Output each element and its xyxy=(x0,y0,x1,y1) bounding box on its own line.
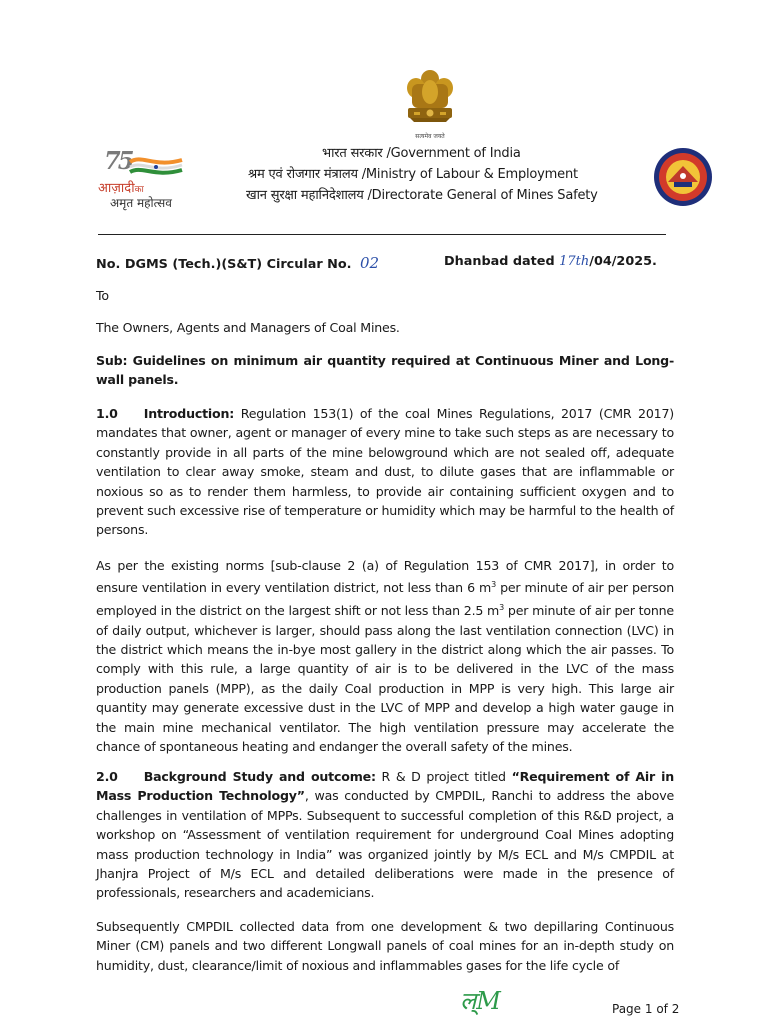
header-line-directorate: खान सुरक्षा महानिदेशालय /Directorate General of Mines Safety xyxy=(246,188,598,203)
azadi-ka-amrit-mahotsav-logo xyxy=(96,146,192,210)
flag-wave-icon xyxy=(128,154,184,178)
emblem-motto: सत्यमेव जयते xyxy=(415,133,445,140)
national-emblem xyxy=(398,66,462,142)
salutation-to: To xyxy=(96,288,109,303)
section-2-heading: Background Study and outcome: xyxy=(143,769,376,784)
section-1-heading: Introduction: xyxy=(143,406,235,421)
addressee: The Owners, Agents and Managers of Coal Mines. xyxy=(96,320,400,335)
circular-number xyxy=(96,254,379,272)
page-number: Page 1 of 2 xyxy=(612,1002,680,1016)
dgms-seal-icon xyxy=(652,146,714,208)
header-divider xyxy=(98,234,666,235)
circular-number-label: No. DGMS (Tech.)(S&T) Circular No. xyxy=(96,257,352,272)
circular-date xyxy=(444,254,657,269)
norms-text-b: per minute of air per person employed in the district on the largest shift or not less than 2.5 m xyxy=(96,580,674,619)
section-1-introduction xyxy=(96,404,674,540)
section-2-number: 2.0 xyxy=(96,769,118,784)
subject: Sub: Guidelines on minimum air quantity required at Continuous Miner and Long-wall panels. xyxy=(96,353,674,388)
logo-azadi-word: आज़ादी xyxy=(98,181,135,196)
date-month-year: /04/2025. xyxy=(589,254,657,269)
section-1-text: Regulation 153(1) of the coal Mines Regulations, 2017 (CMR 2017) mandates that owner, agent or manager of every mine to take such steps as are necessary to constantly provide in all parts of the mine belowground which are not sealed off, adequate ventilation to clear away smoke, steam and dust, to dilute gases that are inflammable or noxious so as to render them harmless, to provide air containing sufficient oxygen and to prevent such excessive rise of temperature or humidity which may be harmful to the health of persons. xyxy=(96,406,674,538)
logo-text-amrit-mahotsav: अमृत महोत्सव xyxy=(110,196,172,210)
paragraph-existing-norms xyxy=(96,556,674,756)
norms-text-a: As per the existing norms [sub-clause 2 (a) of Regulation 153 of CMR 2017], in order to ensure ventilation in every ventilation district, not less than 6 m xyxy=(96,558,674,596)
section-2-background xyxy=(96,767,674,903)
section-2-text-a: R & D project titled xyxy=(381,769,506,784)
header-line-ministry: श्रम एवं रोजगार मंत्रालय /Ministry of Labour & Employment xyxy=(248,167,578,182)
section-2-text-b: , was conducted by CMPDIL, Ranchi to address the above challenges in ventilation of MPPs. Subsequent to successful completion of this R&D project, a workshop on “Assessment of ventilation requirement for underground Coal Mines adopting mass production technology in India” was organized jointly by M/s ECL and M/s CMPDIL at Jhanjra Project of M/s ECL and detailed deliberations were made in the presence of professionals, researchers and academicians. xyxy=(96,788,674,901)
section-1-number: 1.0 xyxy=(96,406,118,421)
section-2-project-title: “Requirement of Air in Mass Production Technology” xyxy=(96,769,674,804)
date-label: Dhanbad dated xyxy=(444,254,555,269)
initials-signature: ल्M xyxy=(460,987,501,1015)
circular-number-handwritten: 02 xyxy=(359,254,380,272)
norms-sup-1: 3 xyxy=(491,580,496,590)
lion-capital-icon xyxy=(398,66,462,142)
norms-text-c: per minute of air per tonne of daily output, whichever is larger, should pass along the last ventilation connection (LVC) in the district which means the in-bye most gallery in the district along which the air passes. To comply with this rule, a large quantity of air is to be delivered in the LVC of the mass production panels (MPP), as the daily Coal production in MPP is very high. This large air quantity may generate excessive dust in the LVC of MPP and develop a high water gauge in the main mine mechanical ventilator. The high ventilation pressure may accelerate the chance of spontaneous heating and endanger the overall safety of the mines. xyxy=(96,603,674,755)
norms-sup-2: 3 xyxy=(499,603,505,612)
header-line-government: भारत सरकार /Government of India xyxy=(322,146,521,161)
date-day-handwritten: 17th xyxy=(559,254,590,269)
dgms-seal-logo xyxy=(652,146,714,208)
logo-number-75: 75 xyxy=(104,146,132,175)
logo-ka-word: का xyxy=(134,185,144,195)
paragraph-cmpdil-data: Subsequently CMPDIL collected data from one development & two depillaring Continuous Miner (CM) panels and two different Longwall panels of coal mines for an in-depth study on humidity, dust, clearance/limit of noxious and inflammables gases for the life cycle of xyxy=(96,919,674,973)
